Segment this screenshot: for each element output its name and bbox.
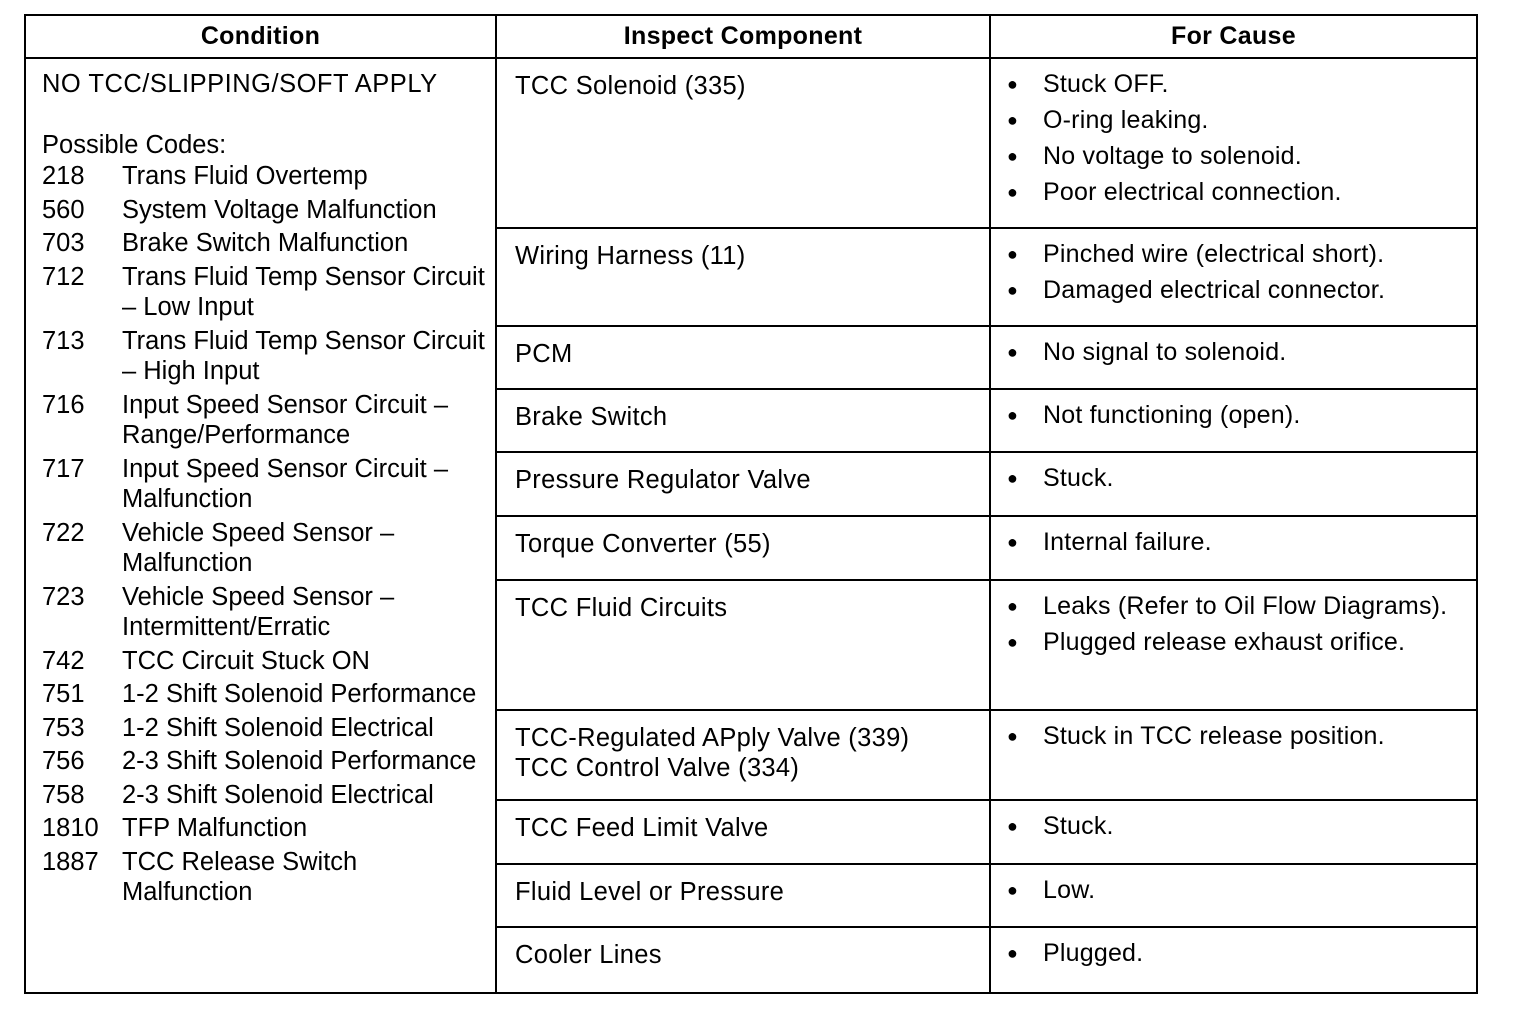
possible-codes-label: Possible Codes: [42, 131, 227, 159]
cause-text: Leaks (Refer to Oil Flow Diagrams). [1043, 592, 1448, 620]
component-cell [496, 864, 990, 927]
header-component: Inspect Component [496, 15, 990, 58]
code-item [42, 813, 485, 844]
code-description: 2-3 Shift Solenoid Performance [122, 747, 477, 775]
header-condition: Condition [25, 15, 496, 58]
code-number: 753 [42, 713, 85, 742]
cause-item [1007, 177, 1466, 207]
component-name: Cooler Lines [515, 941, 662, 969]
component-cell [496, 927, 990, 993]
component-name: TCC Fluid Circuits [515, 594, 728, 622]
code-description: Trans Fluid Overtemp [122, 162, 368, 190]
code-item [42, 326, 485, 387]
cause-text: Internal failure. [1043, 528, 1212, 556]
cause-item [1007, 527, 1466, 557]
code-list [42, 161, 485, 908]
header-cause: For Cause [990, 15, 1477, 58]
code-item [42, 746, 485, 777]
cause-item [1007, 875, 1466, 905]
code-number: 218 [42, 162, 85, 190]
component-cell [496, 710, 990, 800]
code-number: 742 [42, 646, 85, 675]
table-row [25, 58, 1477, 228]
code-item [42, 195, 485, 226]
table-body [25, 58, 1477, 993]
cause-item [1007, 239, 1466, 269]
component-cell [496, 58, 990, 228]
code-description: Brake Switch Malfunction [122, 229, 409, 257]
cause-text: Plugged. [1043, 939, 1144, 967]
bullet-icon: ● [1007, 342, 1019, 362]
bullet-icon: ● [1007, 110, 1019, 130]
code-number: 560 [42, 195, 85, 224]
component-cell [496, 326, 990, 389]
bullet-icon: ● [1007, 596, 1019, 616]
cause-text: No voltage to solenoid. [1043, 142, 1302, 170]
bullet-icon: ● [1007, 244, 1019, 264]
cause-text: Damaged electrical connector. [1043, 276, 1386, 304]
code-item [42, 780, 485, 811]
code-description: 1-2 Shift Solenoid Electrical [122, 713, 434, 742]
code-description: Vehicle Speed Sensor – Malfunction [122, 518, 395, 577]
bullet-icon: ● [1007, 182, 1019, 202]
code-number: 1887 [42, 847, 99, 876]
cause-item [1007, 627, 1466, 657]
cause-text: Plugged release exhaust orifice. [1043, 628, 1406, 656]
code-number: 751 [42, 680, 85, 708]
code-number: 713 [42, 326, 85, 355]
cause-text: O-ring leaking. [1043, 106, 1209, 134]
component-cell [496, 516, 990, 580]
component-name: Pressure Regulator Valve [515, 466, 811, 494]
cause-cell [990, 452, 1477, 516]
bullet-icon: ● [1007, 74, 1019, 94]
component-name: PCM [515, 340, 573, 368]
component-name: TCC-Regulated APply Valve (339) [515, 724, 910, 752]
component-cell [496, 800, 990, 864]
cause-cell [990, 516, 1477, 580]
bullet-icon: ● [1007, 726, 1019, 746]
component-name: Brake Switch [515, 403, 668, 431]
cause-item [1007, 275, 1466, 305]
cause-item [1007, 141, 1466, 171]
cause-item [1007, 721, 1466, 751]
code-description: Input Speed Sensor Circuit – Range/Performance [122, 390, 449, 449]
cause-cell [990, 927, 1477, 993]
code-description: 2-3 Shift Solenoid Electrical [122, 780, 434, 809]
cause-cell [990, 864, 1477, 927]
component-name: TCC Control Valve (334) [515, 754, 800, 782]
cause-text: Poor electrical connection. [1043, 178, 1342, 206]
cause-item [1007, 463, 1466, 493]
code-description: Trans Fluid Temp Sensor Circuit – High Input [122, 326, 485, 385]
code-number: 723 [42, 582, 85, 611]
code-item [42, 679, 485, 710]
code-item [42, 390, 485, 451]
bullet-icon: ● [1007, 280, 1019, 300]
header-row [25, 15, 1477, 58]
code-number: 722 [42, 518, 85, 547]
cause-cell [990, 800, 1477, 864]
component-cell [496, 452, 990, 516]
code-number: 717 [42, 454, 85, 483]
cause-text: Pinched wire (electrical short). [1043, 240, 1385, 268]
cause-item [1007, 400, 1466, 430]
code-description: System Voltage Malfunction [122, 195, 437, 224]
bullet-icon: ● [1007, 468, 1019, 488]
code-number: 1810 [42, 814, 99, 842]
diagnosis-table [24, 14, 1478, 994]
cause-cell [990, 389, 1477, 452]
cause-cell [990, 710, 1477, 800]
cause-text: Stuck in TCC release position. [1043, 722, 1385, 750]
code-item [42, 454, 485, 515]
code-number: 756 [42, 747, 85, 775]
code-description: Input Speed Sensor Circuit – Malfunction [122, 454, 449, 513]
condition-cell [25, 58, 496, 993]
bullet-icon: ● [1007, 146, 1019, 166]
bullet-icon: ● [1007, 943, 1019, 963]
cause-cell [990, 228, 1477, 326]
code-description: Vehicle Speed Sensor – Intermittent/Erratic [122, 582, 395, 641]
code-description: TFP Malfunction [122, 814, 308, 842]
cause-text: Stuck. [1043, 812, 1114, 840]
cause-text: Not functioning (open). [1043, 401, 1301, 429]
bullet-icon: ● [1007, 405, 1019, 425]
code-number: 712 [42, 262, 85, 291]
cause-cell [990, 326, 1477, 389]
component-cell [496, 580, 990, 710]
code-description: TCC Circuit Stuck ON [122, 646, 370, 675]
cause-text: Stuck. [1043, 464, 1114, 492]
cause-item [1007, 105, 1466, 135]
component-cell [496, 228, 990, 326]
cause-cell [990, 58, 1477, 228]
code-description: TCC Release Switch Malfunction [122, 847, 358, 906]
cause-item [1007, 69, 1466, 99]
code-item [42, 847, 485, 908]
component-name: Torque Converter (55) [515, 530, 771, 558]
code-item [42, 518, 485, 579]
code-item [42, 262, 485, 323]
cause-item [1007, 591, 1466, 621]
bullet-icon: ● [1007, 880, 1019, 900]
component-name: TCC Solenoid (335) [515, 72, 746, 100]
code-item [42, 582, 485, 643]
code-number: 716 [42, 390, 85, 419]
cause-text: Stuck OFF. [1043, 70, 1169, 98]
cause-text: No signal to solenoid. [1043, 338, 1287, 366]
bullet-icon: ● [1007, 532, 1019, 552]
code-item [42, 713, 485, 744]
code-description: 1-2 Shift Solenoid Performance [122, 680, 477, 708]
code-description: Trans Fluid Temp Sensor Circuit – Low Input [122, 262, 485, 321]
bullet-icon: ● [1007, 632, 1019, 652]
code-number: 758 [42, 780, 85, 809]
component-name: Fluid Level or Pressure [515, 878, 785, 906]
condition-title: NO TCC/SLIPPING/SOFT APPLY [42, 70, 438, 98]
cause-cell [990, 580, 1477, 710]
cause-item [1007, 938, 1466, 968]
code-number: 703 [42, 229, 85, 257]
bullet-icon: ● [1007, 816, 1019, 836]
cause-item [1007, 337, 1466, 367]
component-cell [496, 389, 990, 452]
code-item [42, 161, 485, 192]
cause-item [1007, 811, 1466, 841]
component-name: TCC Feed Limit Valve [515, 814, 769, 842]
code-item [42, 228, 485, 259]
code-item [42, 646, 485, 677]
cause-text: Low. [1043, 876, 1096, 904]
component-name: Wiring Harness (11) [515, 242, 746, 270]
